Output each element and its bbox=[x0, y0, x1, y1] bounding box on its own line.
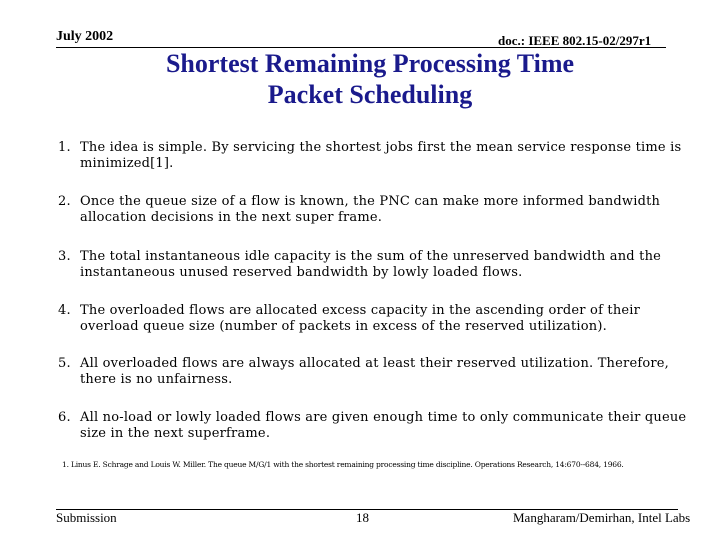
list-item-number: 6. bbox=[58, 410, 71, 425]
list-item-number: 4. bbox=[58, 303, 71, 318]
footer-submission: Submission bbox=[56, 510, 117, 525]
list-item-number: 3. bbox=[58, 249, 71, 264]
header-date: July 2002 bbox=[56, 29, 114, 44]
list-item-text: Once the queue size of a flow is known, the PNC can make more informed bandwidth allocation decisions in the next super frame. bbox=[80, 194, 661, 225]
list-item-number: 1. bbox=[58, 140, 71, 155]
header-doc-id: doc.: IEEE 802.15-02/297r1 bbox=[498, 33, 652, 48]
list-item bbox=[58, 194, 688, 226]
list-item-text: All overloaded flows are always allocated at least their reserved utilization. Therefore, there is no unfairness. bbox=[80, 356, 670, 387]
list-item-text: All no-load or lowly loaded flows are given enough time to only communicate their queue size in the next superframe. bbox=[80, 410, 687, 441]
list-item bbox=[58, 249, 688, 281]
footer-authors: Mangharam/Demirhan, Intel Labs bbox=[513, 510, 691, 525]
list-item bbox=[58, 356, 688, 388]
list-item-text: The total instantaneous idle capacity is the sum of the unreserved bandwidth and the instantaneous unused reserved bandwidth by lowly loaded flows. bbox=[80, 249, 662, 280]
title-line-2: Packet Scheduling bbox=[267, 80, 473, 109]
title-line-1: Shortest Remaining Processing Time bbox=[165, 49, 575, 78]
list-item-number: 2. bbox=[58, 194, 71, 209]
list-item-text: The idea is simple. By servicing the shortest jobs first the mean service response time is minimized[1]. bbox=[80, 140, 682, 171]
slide-title bbox=[110, 48, 630, 110]
reference-footnote: 1. Linus E. Schrage and Louis W. Miller. The queue M/G/1 with the shortest remaining processing time discipline. Operations Research, 14:670--684, 1966. bbox=[62, 460, 624, 469]
list-item bbox=[58, 410, 688, 442]
list-item bbox=[58, 140, 688, 172]
footer-page-number: 18 bbox=[356, 510, 369, 525]
list-item bbox=[58, 303, 688, 335]
list-item-text: The overloaded flows are allocated excess capacity in the ascending order of their overload queue size (number of packets in excess of the reserved utilization). bbox=[80, 303, 641, 334]
list-item-number: 5. bbox=[58, 356, 71, 371]
